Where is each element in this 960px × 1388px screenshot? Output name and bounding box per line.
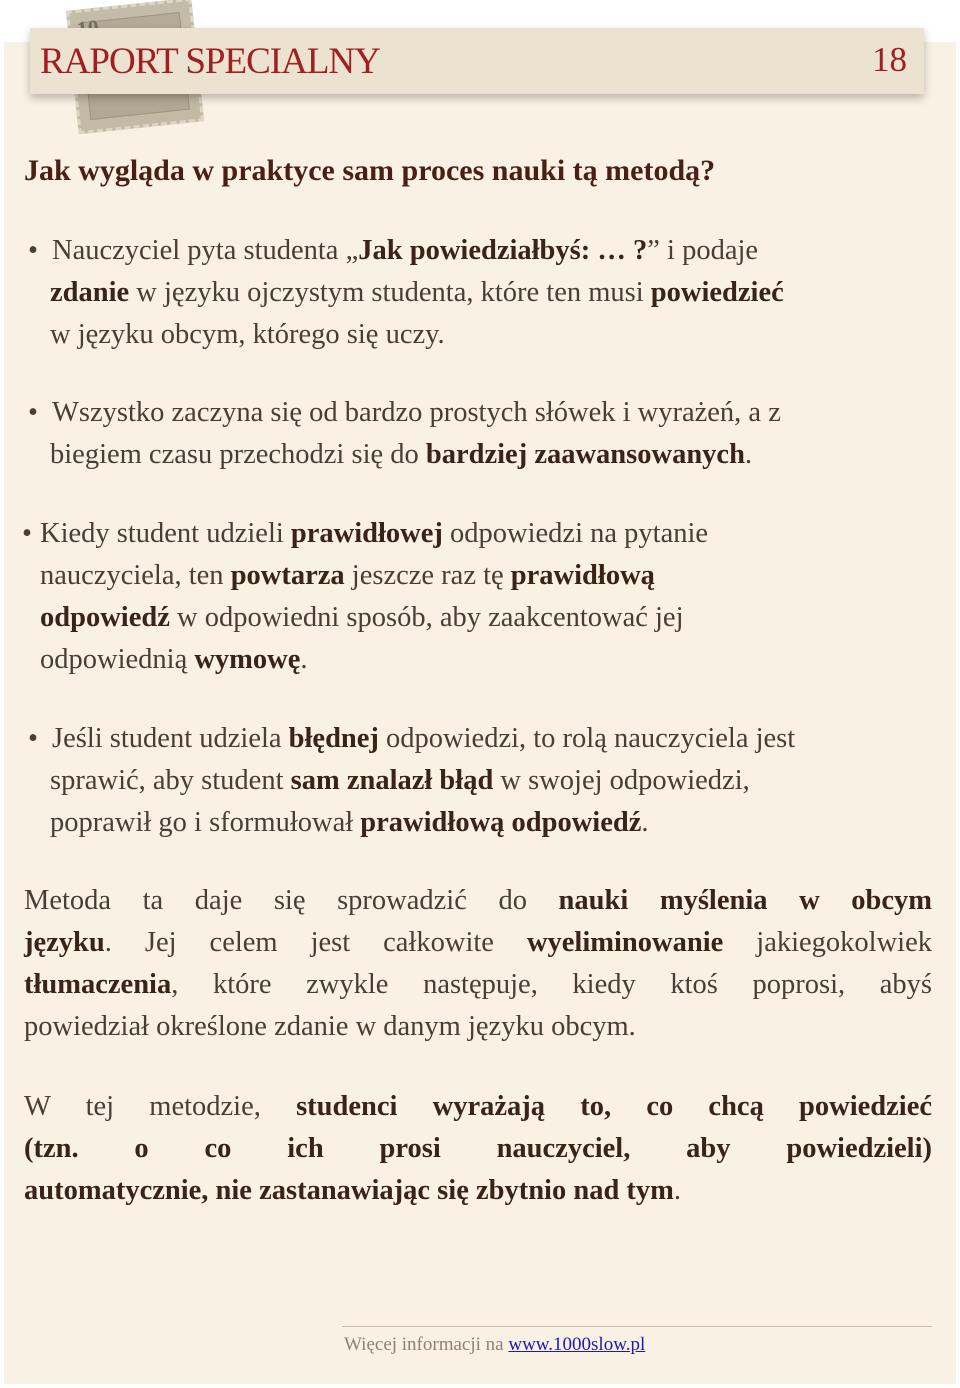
bullet-item-4: [28, 718, 918, 844]
bullet-item-2: [28, 392, 908, 476]
footer-link[interactable]: www.1000slow.pl: [508, 1334, 646, 1355]
rich-line: W tej metodzie, studenci wyrażają to, co chcą powiedzieć: [24, 1091, 933, 1122]
rich-line: biegiem czasu przechodzi się do bardziej zaawansowanych.: [50, 439, 753, 470]
emphasis-text: tłumaczenia: [24, 969, 172, 1000]
bullet-line: [22, 639, 902, 681]
bullet-line: [28, 718, 918, 760]
para-line: [24, 1006, 932, 1048]
bullet-icon: •: [28, 397, 38, 428]
section-heading: Jak wygląda w praktyce sam proces nauki tą metodą?: [24, 154, 716, 187]
emphasis-text: wymowę: [194, 644, 301, 675]
para-line: [24, 1086, 932, 1128]
rich-line: [24, 1133, 932, 1164]
bullet-item-3: [22, 513, 902, 681]
rich-line: poprawił go i sformułował prawidłową odpowiedź.: [50, 807, 649, 838]
emphasis-text: bardziej zaawansowanych: [425, 439, 745, 470]
emphasis-text: powiedzieć: [650, 277, 784, 308]
rich-line: zdanie w języku ojczystym studenta, które ten musi powiedzieć: [50, 277, 784, 308]
bullet-line: [28, 314, 908, 356]
rich-line: Nauczyciel pyta studenta „Jak powiedziałbyś: … ?” i podaje: [52, 235, 759, 266]
bullet-line: [22, 555, 902, 597]
emphasis-text: sam znalazł błąd: [290, 765, 494, 796]
para-line: [24, 880, 932, 922]
rich-line: w języku obcym, którego się uczy.: [50, 319, 445, 350]
bullet-icon: •: [22, 518, 32, 549]
bullet-line: [28, 760, 918, 802]
bullet-line: [28, 272, 908, 314]
para-line: [24, 1128, 932, 1170]
rich-line: sprawić, aby student sam znalazł błąd w swojej odpowiedzi,: [50, 765, 750, 796]
bullet-item-1: [28, 230, 908, 356]
footer: [344, 1334, 645, 1356]
para-line: [24, 922, 932, 964]
para-line: [24, 964, 932, 1006]
rich-line: automatycznie, nie zastanawiając się zbytnio nad tym.: [24, 1175, 682, 1206]
emphasis-text: nauki myślenia w obcym: [558, 885, 932, 916]
emphasis-text: prawidłowej: [290, 518, 443, 549]
emphasis-text: odpowiedź: [40, 602, 170, 633]
rich-line: Jeśli student udziela błędnej odpowiedzi, to rolą nauczyciela jest: [52, 723, 796, 754]
rich-line: odpowiednią wymowę.: [40, 644, 308, 675]
bullet-line: [28, 434, 908, 476]
rich-line: nauczyciela, ten powtarza jeszcze raz tę prawidłową: [40, 560, 655, 591]
page-number: 18: [872, 40, 907, 79]
paragraph-2: [24, 1086, 932, 1212]
emphasis-text: języku: [24, 927, 105, 958]
emphasis-text: wyeliminowanie: [526, 927, 724, 958]
rich-line: języku. Jej celem jest całkowite wyeliminowanie jakiegokolwiek: [24, 927, 932, 958]
footer-text: Więcej informacji na: [344, 1334, 509, 1355]
bullet-line: [28, 802, 918, 844]
para-line: [24, 1170, 932, 1212]
footer-divider: [342, 1326, 932, 1327]
emphasis-text: powtarza: [230, 560, 345, 591]
rich-line: odpowiedź w odpowiedni sposób, aby zaakcentować jej: [40, 602, 684, 633]
emphasis-text: prawidłową: [510, 560, 655, 591]
bullet-line: [28, 392, 908, 434]
emphasis-text: prawidłową odpowiedź: [360, 807, 642, 838]
rich-line: powiedział określone zdanie w danym języku obcym.: [24, 1011, 636, 1042]
emphasis-text: zdanie: [50, 277, 130, 308]
rich-line: Wszystko zaczyna się od bardzo prostych słówek i wyrażeń, a z: [52, 397, 781, 428]
paragraph-1: [24, 880, 932, 1048]
bullet-line: [28, 230, 908, 272]
rich-line: tłumaczenia, które zwykle następuje, kiedy ktoś poprosi, abyś: [24, 969, 932, 1000]
bullet-icon: •: [28, 723, 38, 754]
rich-line: Metoda ta daje się sprowadzić do nauki myślenia w obcym: [24, 885, 932, 916]
rich-line: Kiedy student udzieli prawidłowej odpowiedzi na pytanie: [40, 518, 709, 549]
page-title: RAPORT SPECIALNY: [40, 41, 380, 82]
bullet-line: [22, 597, 902, 639]
bullet-icon: •: [28, 235, 38, 266]
emphasis-text: (tzn. o co ich prosi nauczyciel, aby powiedzieli): [24, 1133, 932, 1164]
bullet-line: [22, 513, 902, 555]
emphasis-text: studenci wyrażają to, co chcą powiedzieć: [296, 1091, 933, 1122]
emphasis-text: Jak powiedziałbyś: … ?: [358, 235, 648, 266]
emphasis-text: automatycznie, nie zastanawiając się zbytnio nad tym: [24, 1175, 674, 1206]
emphasis-text: błędnej: [288, 723, 379, 754]
